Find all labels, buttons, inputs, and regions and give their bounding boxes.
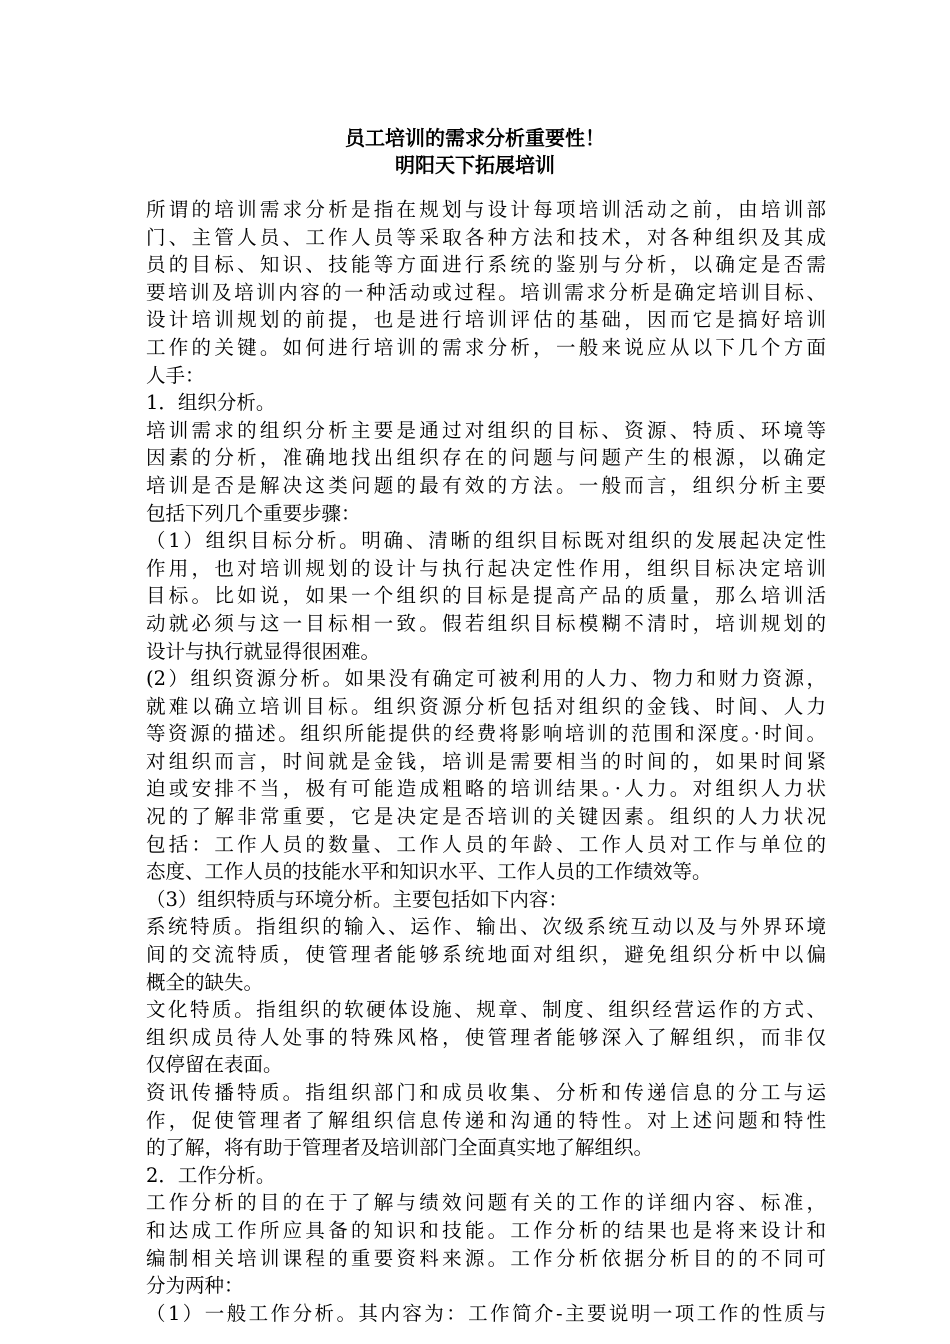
body-line: 包括下列几个重要步骤： bbox=[146, 501, 361, 525]
body-line: 况的了解非常重要，它是决定是否培训的关键因素。组织的人力状况 bbox=[146, 805, 826, 829]
body-line: （1）组织目标分析。明确、清晰的组织目标既对组织的发展起决定性 bbox=[146, 529, 826, 553]
body-line: 系统特质。指组织的输入、运作、输出、次级系统互动以及与外界环境 bbox=[146, 915, 826, 939]
document-body bbox=[146, 196, 826, 1327]
body-line: 迫或安排不当，极有可能造成粗略的培训结果。·人力。对组织人力状 bbox=[146, 777, 826, 801]
body-line: （1）一般工作分析。其内容为：工作简介-主要说明一项工作的性质与 bbox=[146, 1301, 826, 1325]
body-line: 人手： bbox=[146, 363, 205, 387]
body-line: 间的交流特质，使管理者能够系统地面对组织，避免组织分析中以偏 bbox=[146, 943, 826, 967]
body-line: 的了解，将有助于管理者及培训部门全面真实地了解组织。 bbox=[146, 1136, 654, 1160]
body-line: 和达成工作所应具备的知识和技能。工作分析的结果也是将来设计和 bbox=[146, 1218, 826, 1242]
body-line: 设计培训规划的前提，也是进行培训评估的基础，因而它是搞好培训 bbox=[146, 308, 826, 332]
body-line: 分为两种： bbox=[146, 1274, 244, 1298]
body-line: （3）组织特质与环境分析。主要包括如下内容： bbox=[146, 887, 568, 911]
body-line: 目标。比如说，如果一个组织的目标是提高产品的质量，那么培训活 bbox=[146, 584, 826, 608]
body-line: 工作的关键。如何进行培训的需求分析，一般来说应从以下几个方面 bbox=[146, 335, 826, 359]
body-line: 资讯传播特质。指组织部门和成员收集、分析和传递信息的分工与运 bbox=[146, 1081, 826, 1104]
body-line: 编制相关培训课程的重要资料来源。工作分析依据分析目的的不同可 bbox=[146, 1246, 826, 1270]
body-line: 作，促使管理者了解组织信息传递和沟通的特性。对上述问题和特性 bbox=[146, 1108, 826, 1132]
body-line: 所谓的培训需求分析是指在规划与设计每项培训活动之前，由培训部 bbox=[146, 198, 826, 221]
body-line: 仅停留在表面。 bbox=[146, 1053, 283, 1077]
body-line: 设计与执行就显得很困难。 bbox=[146, 639, 381, 663]
document-title: 员工培训的需求分析重要性！ bbox=[345, 126, 605, 150]
body-line: 文化特质。指组织的软硬体设施、规章、制度、组织经营运作的方式、 bbox=[146, 998, 826, 1022]
body-line: 要培训及培训内容的一种活动或过程。培训需求分析是确定培训目标、 bbox=[146, 280, 826, 304]
body-line: 对组织而言，时间就是金钱，培训是需要相当的时间的，如果时间紧 bbox=[146, 749, 826, 773]
body-line: 组织成员待人处事的特殊风格，使管理者能够深入了解组织，而非仅 bbox=[146, 1025, 826, 1049]
body-line: 包括：工作人员的数量、工作人员的年龄、工作人员对工作与单位的 bbox=[146, 832, 826, 856]
body-line: 动就必须与这一目标相一致。假若组织目标模糊不清时，培训规划的 bbox=[146, 611, 826, 635]
body-line: 就难以确立培训目标。组织资源分析包括对组织的金钱、时间、人力 bbox=[146, 694, 826, 718]
body-line: 门、主管人员、工作人员等采取各种方法和技术，对各种组织及其成 bbox=[146, 225, 826, 249]
body-line: 员的目标、知识、技能等方面进行系统的鉴别与分析，以确定是否需 bbox=[146, 253, 826, 277]
body-line: 等资源的描述。组织所能提供的经费将影响培训的范围和深度。·时间。 bbox=[146, 722, 826, 746]
body-line: 作用，也对培训规划的设计与执行起决定性作用，组织目标决定培训 bbox=[146, 556, 826, 580]
document-subtitle: 明阳天下拓展培训 bbox=[395, 153, 555, 177]
body-line: 2．工作分析。 bbox=[146, 1163, 276, 1187]
body-line: 培训是否是解决这类问题的最有效的方法。一般而言，组织分析主要 bbox=[146, 473, 826, 497]
body-line: 概全的缺失。 bbox=[146, 970, 264, 994]
body-line: 1．组织分析。 bbox=[146, 391, 276, 415]
body-line: 培训需求的组织分析主要是通过对组织的目标、资源、特质、环境等 bbox=[146, 418, 826, 442]
body-line: 因素的分析，准确地找出组织存在的问题与问题产生的根源，以确定 bbox=[146, 446, 826, 470]
body-line: 工作分析的目的在于了解与绩效问题有关的工作的详细内容、标准， bbox=[146, 1191, 826, 1215]
body-line: (2）组织资源分析。如果没有确定可被利用的人力、物力和财力资源， bbox=[146, 667, 826, 691]
body-line: 态度、工作人员的技能水平和知识水平、工作人员的工作绩效等。 bbox=[146, 860, 712, 884]
